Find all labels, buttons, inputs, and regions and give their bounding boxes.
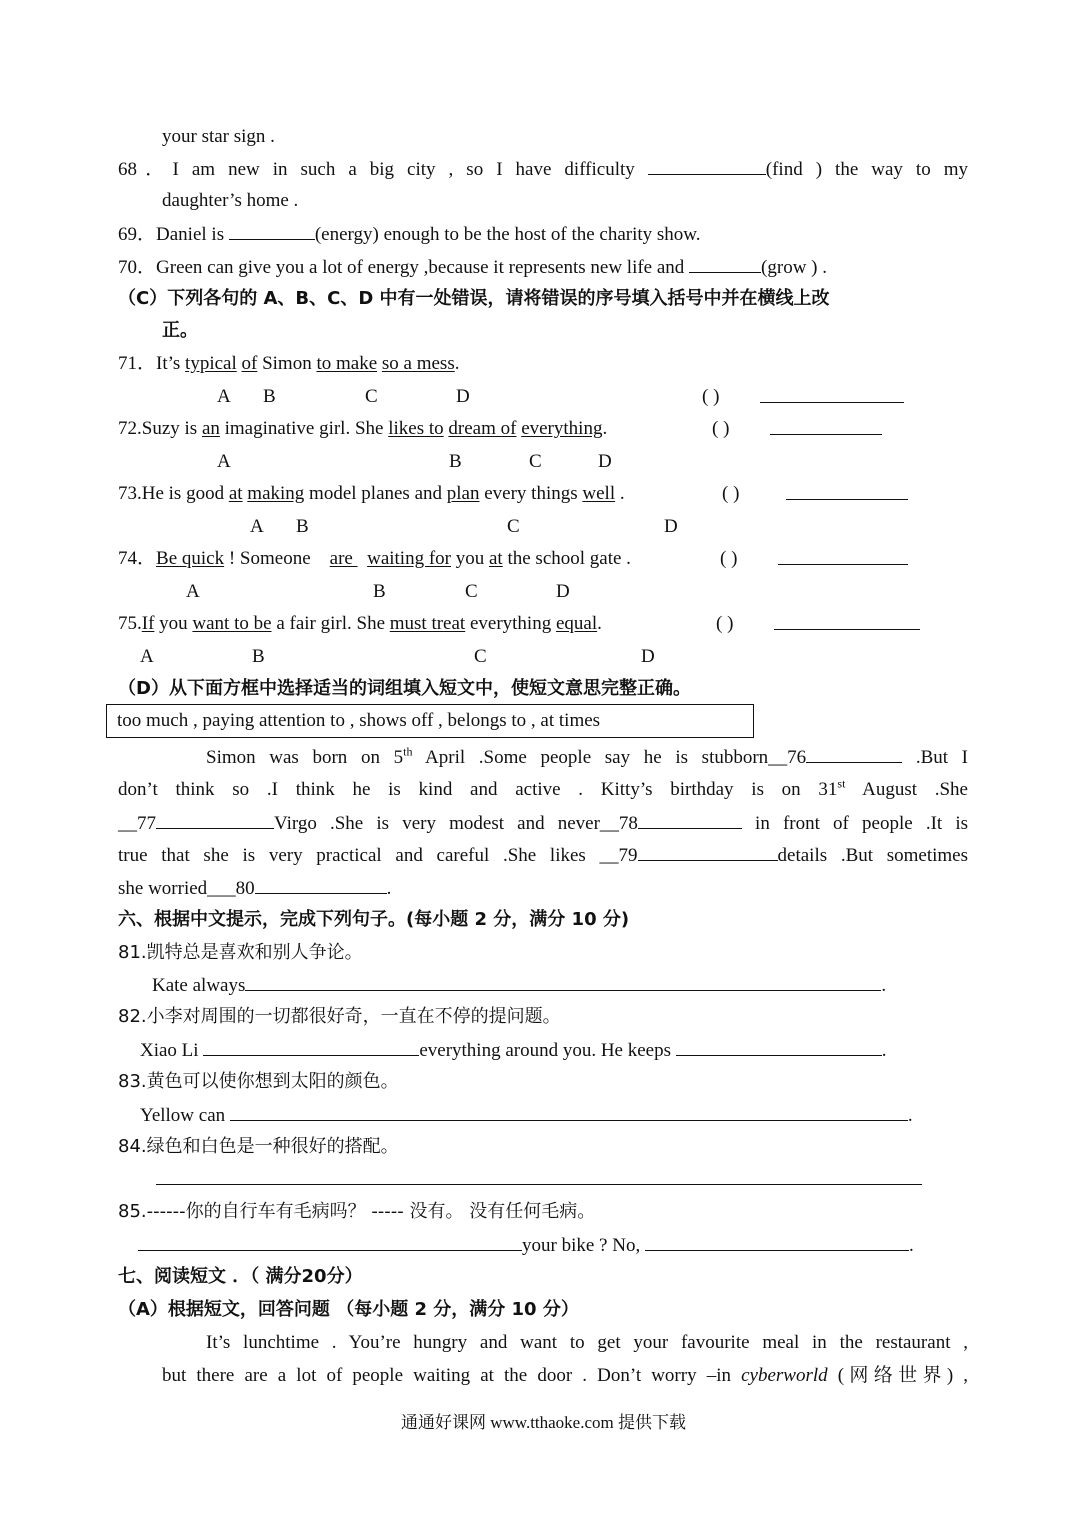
answer-blank[interactable] [806,744,902,763]
option-letter: C [474,646,487,667]
question-81-cn: 81.凯特总是喜欢和别人争论。 [118,942,363,963]
option-letter: B [373,581,386,602]
option-letter: D [556,581,570,602]
option-letter: B [449,451,462,472]
reading-line-1: It’s lunchtime . You’re hungry and want to get your favourite meal in the restaurant , [206,1332,968,1353]
question-73: 73.He is good at making model planes and plan every things well . [118,483,625,504]
section-d-title: （D）从下面方框中选择适当的词组填入短文中，使短文意思完整正确。 [118,678,691,699]
passage-line-5: she worried___80 . [118,875,391,902]
answer-blank[interactable] [648,156,766,175]
answer-blank[interactable] [638,810,742,829]
reading-line-2: but there are a lot of people waiting at the door . Don’t worry –in cyberworld (网络世界) , [162,1365,968,1386]
question-69: 69．Daniel is (energy) enough to be the host of the charity show. [118,221,701,248]
passage-line-4: true that she is very practical and careful .She likes __79 details .But sometimes [118,842,968,869]
option-letter: C [529,451,542,472]
answer-line[interactable] [770,416,882,443]
question-82-en: Xiao Li everything around you. He keeps . [140,1037,887,1064]
question-83-en: Yellow can . [140,1102,913,1129]
question-72: 72.Suzy is an imaginative girl. She likes to dream of everything. [118,418,608,439]
option-letter: A [140,646,154,667]
section-c-title: （C）下列各句的 A、B、C、D 中有一处错误，请将错误的序号填入括号中并在横线上改 [118,288,830,309]
option-letter: D [598,451,612,472]
section-6-title: 六、根据中文提示，完成下列句子。(每小题 2 分，满分 10 分) [118,909,630,930]
section-7-title: 七、阅读短文 ．（ 满分20分） [118,1266,363,1287]
passage-line-3: __77 Virgo .She is very modest and never__78 in front of people .It is [118,810,968,837]
question-75: 75.If you want to be a fair girl. She must treat everything equal. [118,613,602,634]
option-letter: C [365,386,378,407]
option-letter: A [217,386,231,407]
question-68: 68．I am new in such a big city , so I have difficulty (find ) the way to my [118,156,968,183]
option-letter: D [456,386,470,407]
answer-line[interactable] [774,611,920,638]
option-letter: B [296,516,309,537]
question-84-cn: 84.绿色和白色是一种很好的搭配。 [118,1136,399,1157]
answer-blank[interactable] [230,1102,908,1121]
q67-tail: your star sign . [162,126,275,147]
question-85-cn: 85.------你的自行车有毛病吗？ ----- 没有。 没有任何毛病。 [118,1201,596,1222]
section-c-title-cont: 正。 [162,320,198,341]
option-letter: C [507,516,520,537]
passage-line-1: Simon was born on 5th April .Some people say he is stubborn__76 .But I [206,744,969,768]
answer-blank[interactable] [229,221,315,240]
question-82-cn: 82.小李对周围的一切都很好奇，一直在不停的提问题。 [118,1006,561,1027]
option-letter: A [250,516,264,537]
question-83-cn: 83.黄色可以使你想到太阳的颜色。 [118,1071,399,1092]
word-box: too much , paying attention to , shows off , belongs to , at times [106,704,754,738]
question-81-en: Kate always . [152,972,886,999]
answer-line[interactable] [778,546,908,573]
answer-blank[interactable] [203,1037,419,1056]
answer-blank[interactable] [689,254,761,273]
answer-paren[interactable]: ( ) [716,613,734,634]
option-letter: A [186,581,200,602]
answer-paren[interactable]: ( ) [722,483,740,504]
question-85-en: your bike ? No, . [138,1232,914,1259]
question-84-en[interactable] [156,1166,922,1193]
answer-blank[interactable] [645,1232,909,1251]
question-70: 70．Green can give you a lot of energy ,because it represents new life and (grow ) . [118,254,827,281]
option-letter: C [465,581,478,602]
passage-line-2: don’t think so .I think he is kind and active . Kitty’s birthday is on 31st August .She [118,776,968,800]
question-74: 74．Be quick ! Someone are waiting for you at the school gate . [118,548,631,569]
option-letter: B [252,646,265,667]
answer-line[interactable] [786,481,908,508]
answer-blank[interactable] [676,1037,882,1056]
question-71: 71．It’s typical of Simon to make so a mess. [118,353,460,374]
section-7a-title: （A）根据短文，回答问题 （每小题 2 分，满分 10 分） [118,1299,579,1320]
option-letter: D [641,646,655,667]
option-letter: A [217,451,231,472]
answer-blank[interactable] [638,842,778,861]
answer-blank[interactable] [138,1232,522,1251]
question-68-cont: daughter’s home . [162,190,299,211]
answer-line[interactable] [760,384,904,411]
option-letter: B [263,386,276,407]
page-footer: 通通好课网 www.tthaoke.com 提供下载 [400,1413,687,1432]
answer-blank[interactable] [255,875,387,894]
answer-blank[interactable] [156,810,274,829]
option-letter: D [664,516,678,537]
answer-paren[interactable]: ( ) [712,418,730,439]
answer-paren[interactable]: ( ) [720,548,738,569]
answer-blank[interactable] [245,972,881,991]
answer-paren[interactable]: ( ) [702,386,720,407]
